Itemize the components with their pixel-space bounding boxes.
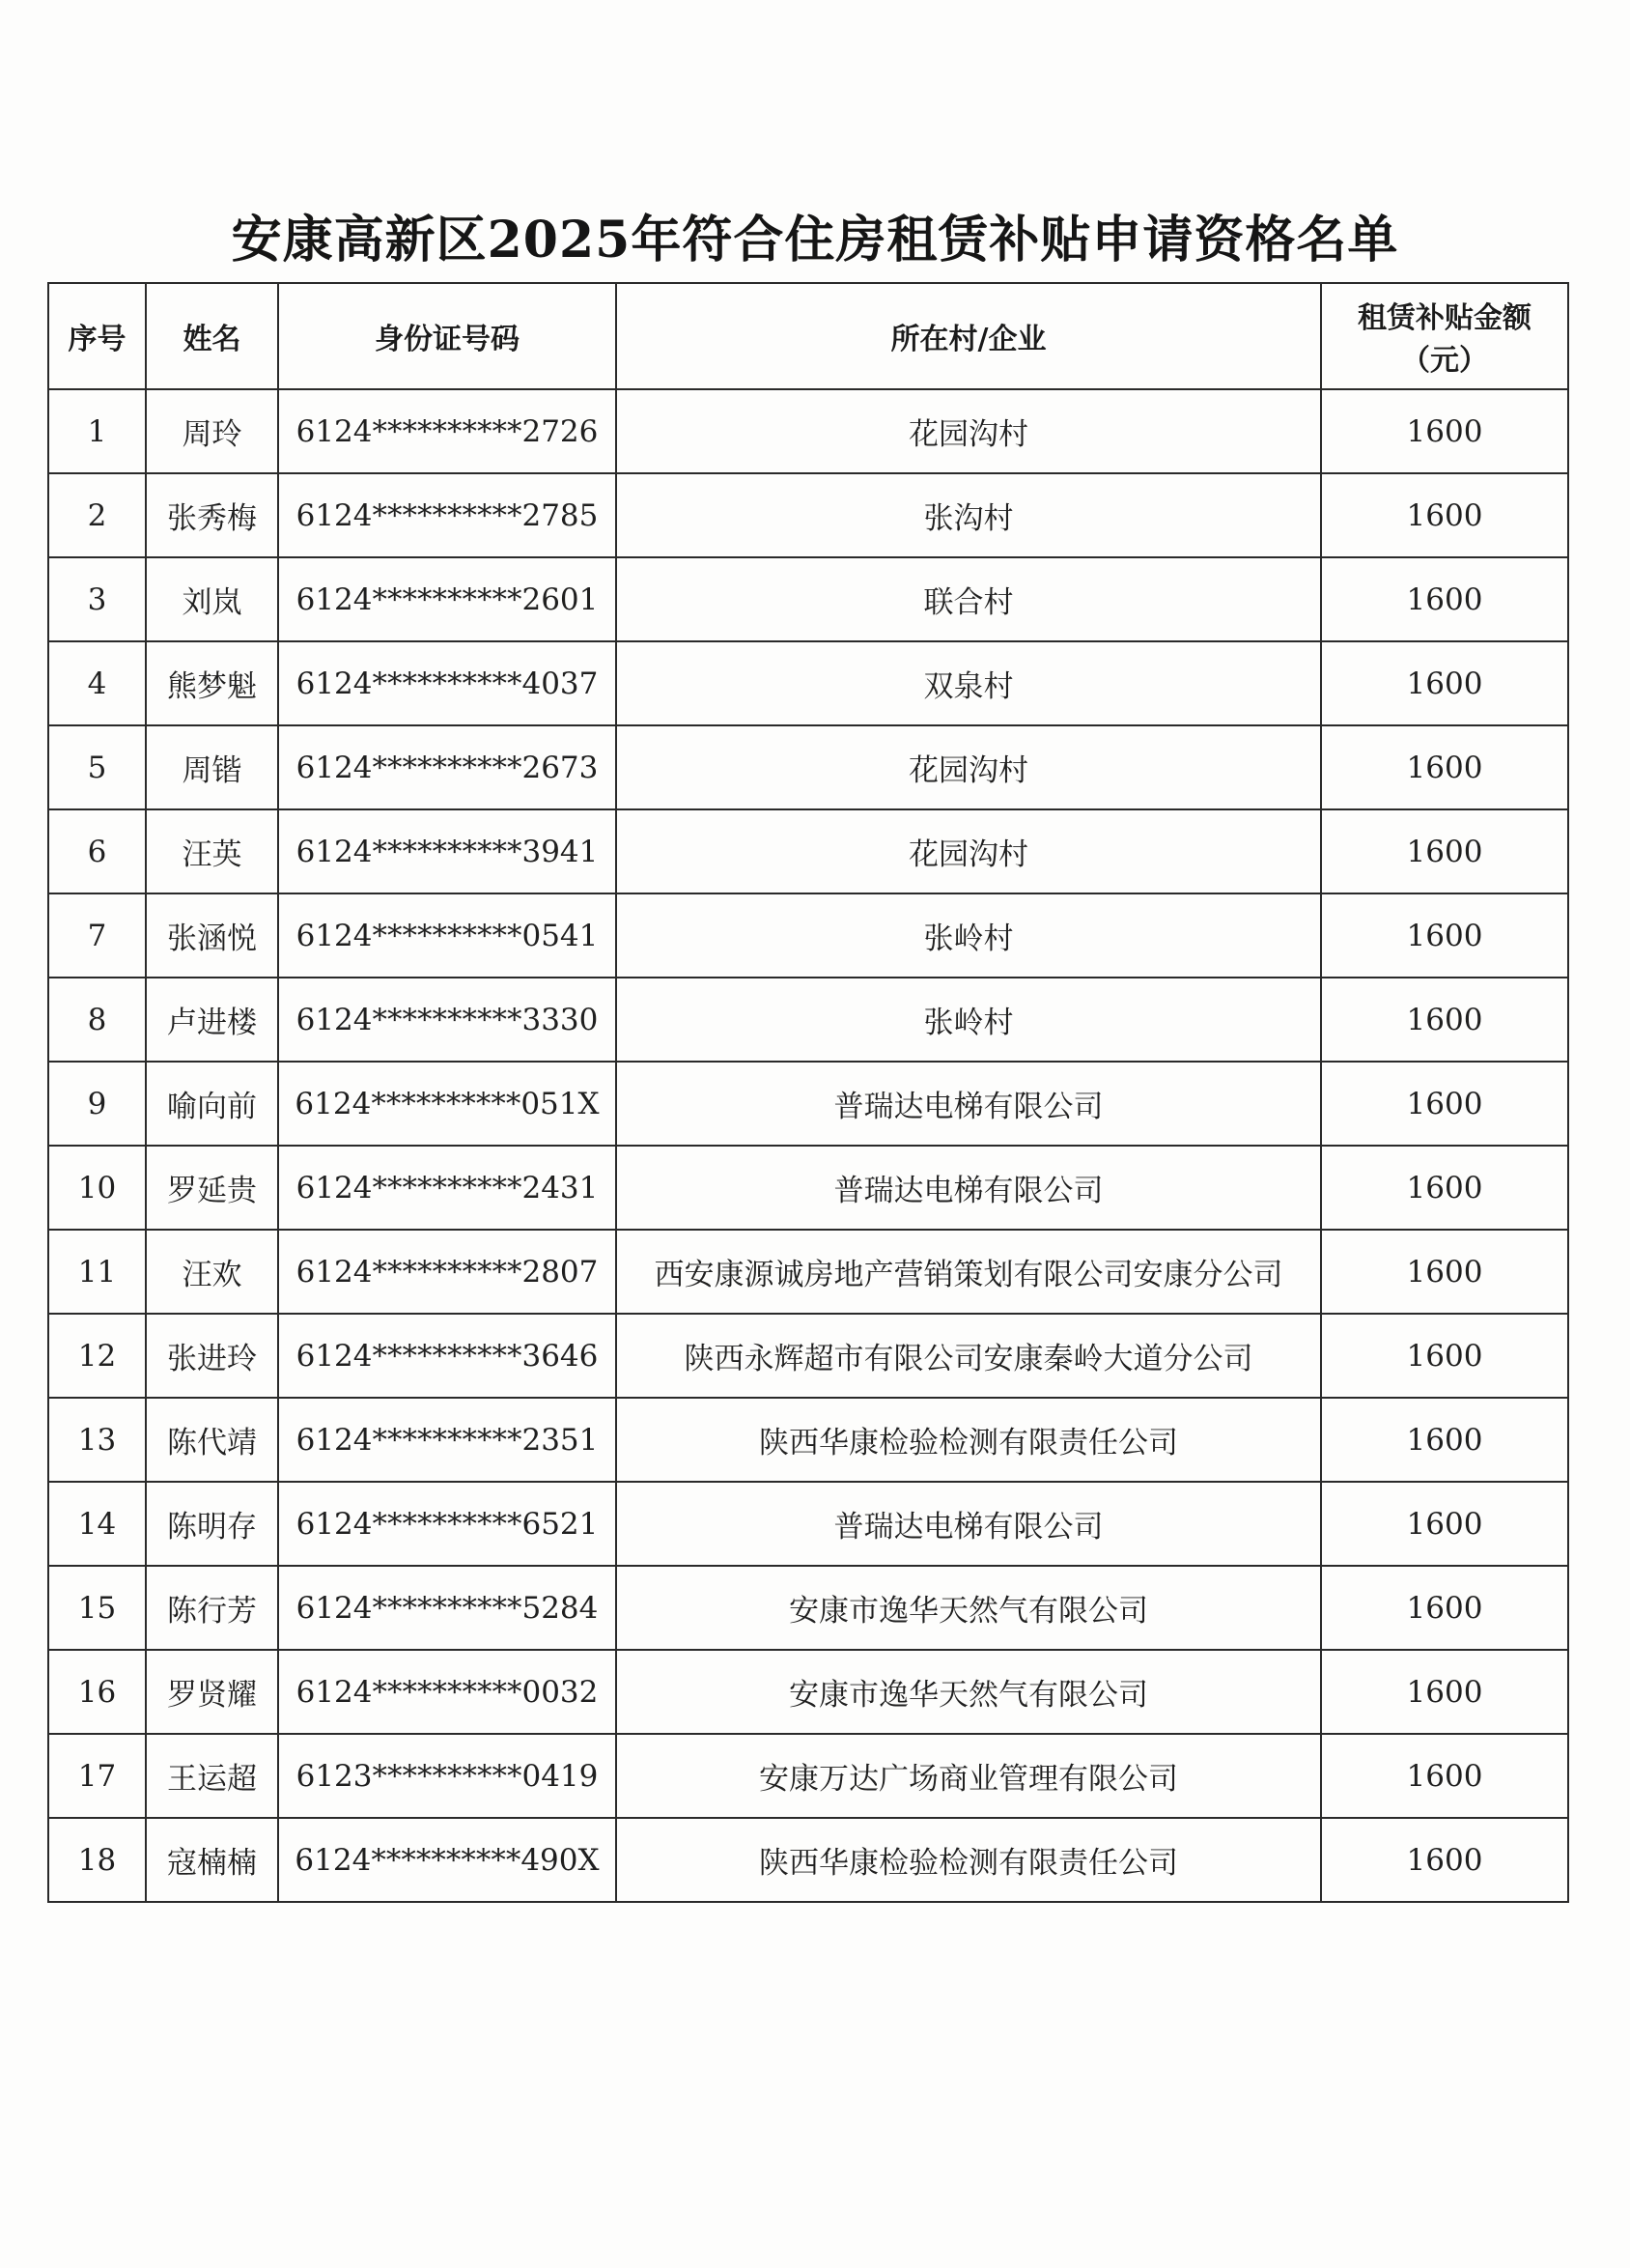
cell-id-number: 6124**********2785: [278, 473, 616, 557]
cell-village-or-company: 陕西永辉超市有限公司安康秦岭大道分公司: [616, 1314, 1321, 1398]
cell-id-number: 6124**********2673: [278, 725, 616, 809]
cell-name: 罗贤耀: [146, 1650, 278, 1734]
cell-name: 周锴: [146, 725, 278, 809]
table-row: [48, 1398, 1568, 1482]
cell-id-number: 6124**********490X: [278, 1818, 616, 1902]
cell-village-or-company: 张岭村: [616, 893, 1321, 978]
cell-subsidy-amount: 1600: [1321, 1230, 1568, 1314]
header-name: 姓名: [146, 283, 278, 389]
cell-village-or-company: 陕西华康检验检测有限责任公司: [616, 1818, 1321, 1902]
cell-subsidy-amount: 1600: [1321, 1818, 1568, 1902]
cell-seq: 12: [48, 1314, 146, 1398]
table-row: [48, 1818, 1568, 1902]
cell-village-or-company: 联合村: [616, 557, 1321, 641]
subsidy-roster-table: [47, 282, 1569, 1903]
cell-village-or-company: 安康万达广场商业管理有限公司: [616, 1734, 1321, 1818]
cell-seq: 17: [48, 1734, 146, 1818]
cell-id-number: 6124**********3941: [278, 809, 616, 893]
cell-name: 张进玲: [146, 1314, 278, 1398]
cell-village-or-company: 张岭村: [616, 978, 1321, 1062]
cell-id-number: 6124**********2431: [278, 1146, 616, 1230]
cell-seq: 13: [48, 1398, 146, 1482]
cell-seq: 3: [48, 557, 146, 641]
cell-name: 陈行芳: [146, 1566, 278, 1650]
cell-village-or-company: 普瑞达电梯有限公司: [616, 1482, 1321, 1566]
cell-seq: 1: [48, 389, 146, 473]
cell-name: 寇楠楠: [146, 1818, 278, 1902]
cell-village-or-company: 普瑞达电梯有限公司: [616, 1062, 1321, 1146]
cell-subsidy-amount: 1600: [1321, 389, 1568, 473]
cell-name: 卢进楼: [146, 978, 278, 1062]
header-amount-line1: 租赁补贴金额: [1358, 301, 1532, 335]
cell-seq: 8: [48, 978, 146, 1062]
cell-id-number: 6123**********0419: [278, 1734, 616, 1818]
table-row: [48, 389, 1568, 473]
cell-village-or-company: 普瑞达电梯有限公司: [616, 1146, 1321, 1230]
cell-subsidy-amount: 1600: [1321, 1398, 1568, 1482]
cell-id-number: 6124**********3330: [278, 978, 616, 1062]
cell-village-or-company: 张沟村: [616, 473, 1321, 557]
cell-name: 汪英: [146, 809, 278, 893]
cell-subsidy-amount: 1600: [1321, 557, 1568, 641]
cell-subsidy-amount: 1600: [1321, 1566, 1568, 1650]
table-row: [48, 1314, 1568, 1398]
cell-id-number: 6124**********2351: [278, 1398, 616, 1482]
table-row: [48, 1482, 1568, 1566]
table-row: [48, 978, 1568, 1062]
cell-subsidy-amount: 1600: [1321, 1734, 1568, 1818]
table-row: [48, 725, 1568, 809]
cell-subsidy-amount: 1600: [1321, 1146, 1568, 1230]
cell-village-or-company: 花园沟村: [616, 809, 1321, 893]
cell-seq: 10: [48, 1146, 146, 1230]
cell-subsidy-amount: 1600: [1321, 1314, 1568, 1398]
table-row: [48, 1146, 1568, 1230]
header-amount-line2: （元）: [1401, 344, 1488, 378]
table-row: [48, 1230, 1568, 1314]
cell-seq: 6: [48, 809, 146, 893]
cell-name: 张涵悦: [146, 893, 278, 978]
cell-seq: 2: [48, 473, 146, 557]
table-row: [48, 809, 1568, 893]
table-row: [48, 557, 1568, 641]
cell-subsidy-amount: 1600: [1321, 641, 1568, 725]
header-id: 身份证号码: [278, 283, 616, 389]
cell-id-number: 6124**********0032: [278, 1650, 616, 1734]
cell-name: 罗延贵: [146, 1146, 278, 1230]
cell-village-or-company: 安康市逸华天然气有限公司: [616, 1566, 1321, 1650]
cell-name: 刘岚: [146, 557, 278, 641]
header-seq: 序号: [48, 283, 146, 389]
cell-village-or-company: 西安康源诚房地产营销策划有限公司安康分公司: [616, 1230, 1321, 1314]
cell-subsidy-amount: 1600: [1321, 473, 1568, 557]
cell-name: 熊梦魁: [146, 641, 278, 725]
cell-seq: 11: [48, 1230, 146, 1314]
document-title: 安康高新区2025年符合住房租赁补贴申请资格名单: [231, 211, 1399, 269]
cell-seq: 18: [48, 1818, 146, 1902]
cell-subsidy-amount: 1600: [1321, 1482, 1568, 1566]
cell-seq: 7: [48, 893, 146, 978]
cell-name: 张秀梅: [146, 473, 278, 557]
cell-id-number: 6124**********4037: [278, 641, 616, 725]
table-row: [48, 893, 1568, 978]
cell-subsidy-amount: 1600: [1321, 1062, 1568, 1146]
cell-subsidy-amount: 1600: [1321, 809, 1568, 893]
table-row: [48, 1566, 1568, 1650]
cell-id-number: 6124**********5284: [278, 1566, 616, 1650]
table-header-row: [48, 283, 1568, 389]
table-row: [48, 1062, 1568, 1146]
cell-id-number: 6124**********3646: [278, 1314, 616, 1398]
cell-name: 王运超: [146, 1734, 278, 1818]
table-row: [48, 473, 1568, 557]
cell-seq: 16: [48, 1650, 146, 1734]
cell-subsidy-amount: 1600: [1321, 725, 1568, 809]
cell-name: 陈代靖: [146, 1398, 278, 1482]
table-row: [48, 641, 1568, 725]
cell-name: 陈明存: [146, 1482, 278, 1566]
cell-id-number: 6124**********0541: [278, 893, 616, 978]
cell-id-number: 6124**********051X: [278, 1062, 616, 1146]
cell-id-number: 6124**********2807: [278, 1230, 616, 1314]
cell-seq: 5: [48, 725, 146, 809]
cell-village-or-company: 花园沟村: [616, 389, 1321, 473]
table-row: [48, 1650, 1568, 1734]
table-body: [48, 389, 1568, 1902]
cell-id-number: 6124**********6521: [278, 1482, 616, 1566]
cell-id-number: 6124**********2726: [278, 389, 616, 473]
cell-subsidy-amount: 1600: [1321, 1650, 1568, 1734]
cell-name: 周玲: [146, 389, 278, 473]
cell-subsidy-amount: 1600: [1321, 978, 1568, 1062]
cell-name: 喻向前: [146, 1062, 278, 1146]
cell-id-number: 6124**********2601: [278, 557, 616, 641]
table-row: [48, 1734, 1568, 1818]
cell-subsidy-amount: 1600: [1321, 893, 1568, 978]
cell-seq: 4: [48, 641, 146, 725]
cell-seq: 9: [48, 1062, 146, 1146]
cell-village-or-company: 安康市逸华天然气有限公司: [616, 1650, 1321, 1734]
cell-village-or-company: 花园沟村: [616, 725, 1321, 809]
cell-seq: 14: [48, 1482, 146, 1566]
cell-village-or-company: 双泉村: [616, 641, 1321, 725]
header-amount: [1321, 283, 1568, 389]
cell-village-or-company: 陕西华康检验检测有限责任公司: [616, 1398, 1321, 1482]
header-org: 所在村/企业: [616, 283, 1321, 389]
cell-name: 汪欢: [146, 1230, 278, 1314]
cell-seq: 15: [48, 1566, 146, 1650]
